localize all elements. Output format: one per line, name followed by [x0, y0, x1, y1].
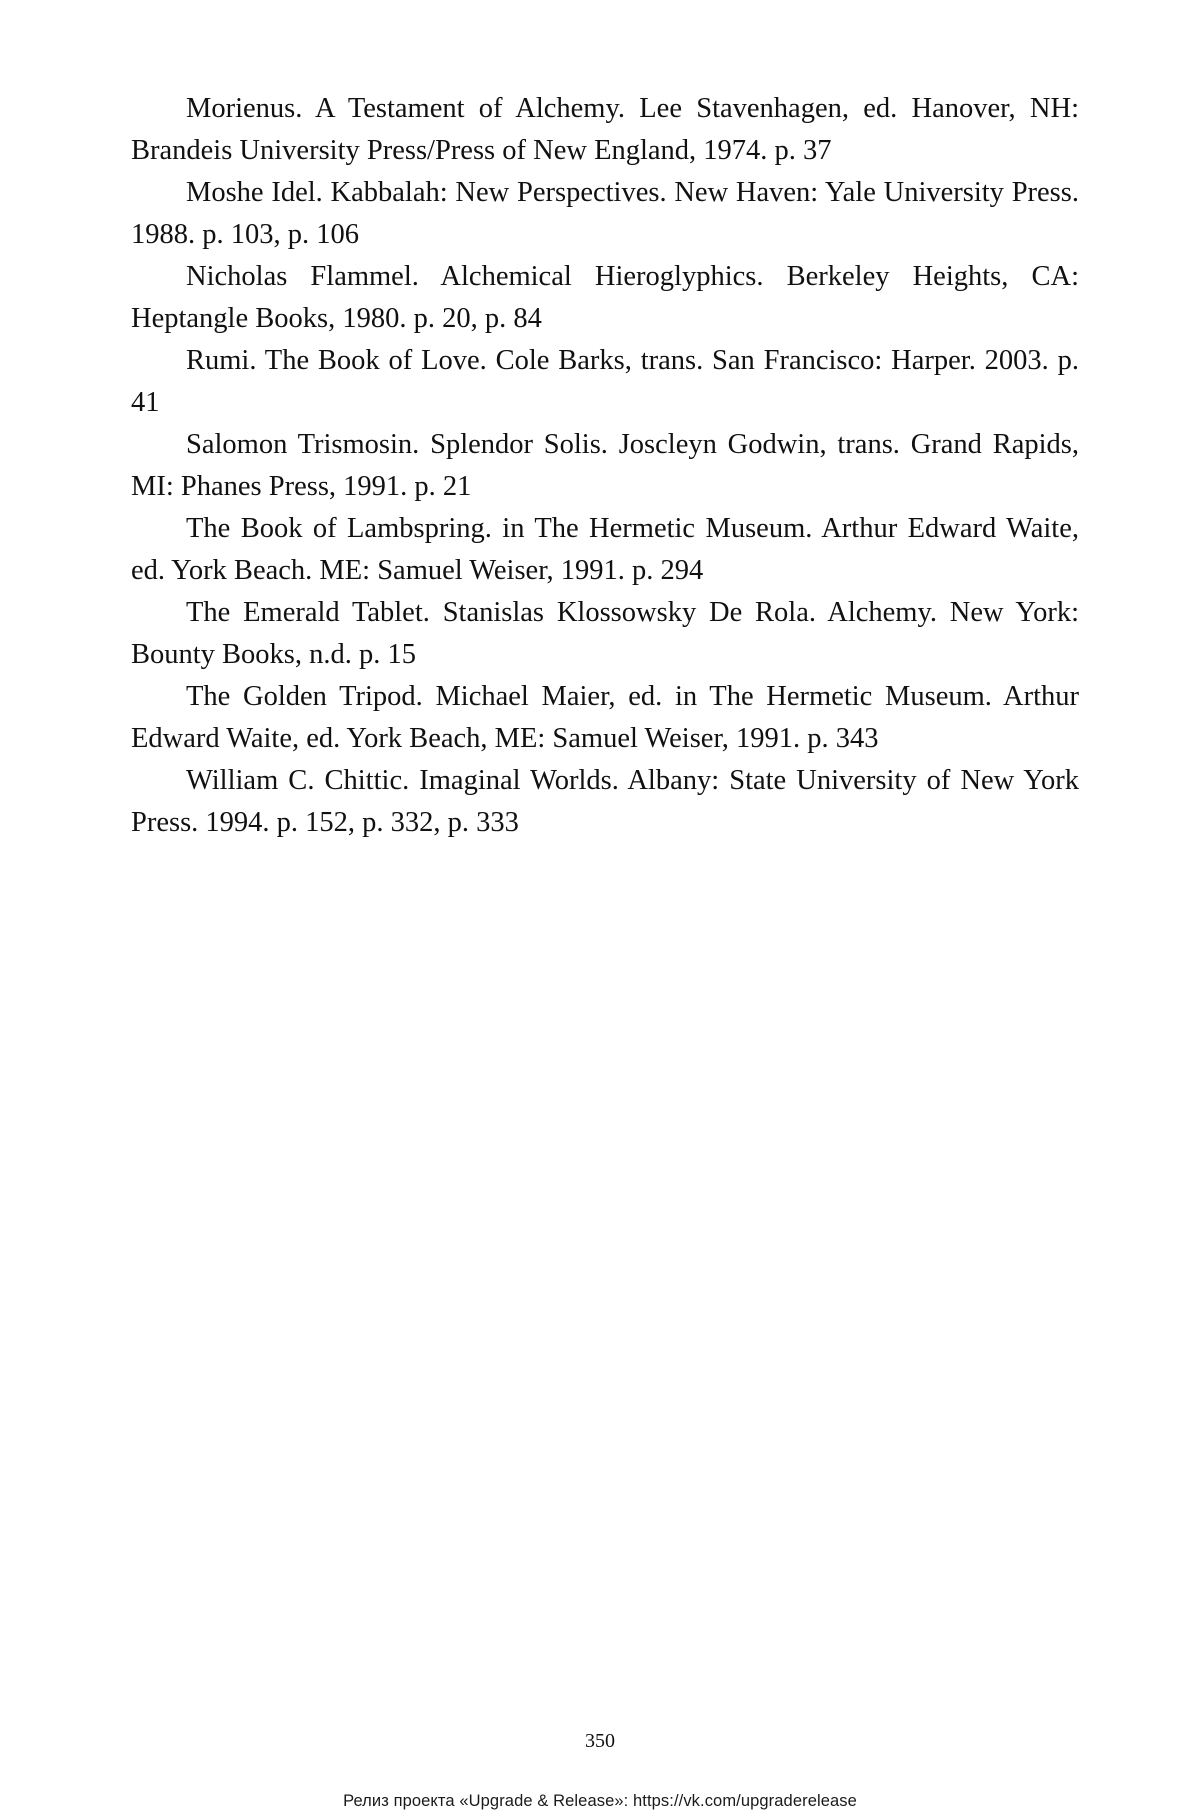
- bibliography-entry: Moshe Idel. Kabbalah: New Perspectives. New Haven: Yale University Press. 1988. p. 103, p. 106: [131, 177, 1079, 250]
- bibliography-entry: Salomon Trismosin. Splendor Solis. Joscleyn Godwin, trans. Grand Rapids, MI: Phanes Press, 1991. p. 21: [131, 429, 1079, 502]
- bibliography-list: [131, 88, 1079, 844]
- bibliography-entry: The Emerald Tablet. Stanislas Klossowsky De Rola. Alchemy. New York: Bounty Books, n.d. p. 15: [131, 597, 1079, 670]
- release-credit: Релиз проекта «Upgrade & Release»: https://vk.com/upgraderelease: [343, 1792, 857, 1810]
- bibliography-entry: Morienus. A Testament of Alchemy. Lee Stavenhagen, ed. Hanover, NH: Brandeis University Press/Press of New England, 1974. p. 37: [131, 93, 1079, 166]
- bibliography-entry: Nicholas Flammel. Alchemical Hieroglyphics. Berkeley Heights, CA: Heptangle Books, 1980. p. 20, p. 84: [131, 261, 1079, 334]
- page-number: 350: [585, 1730, 615, 1752]
- bibliography-entry: William C. Chittic. Imaginal Worlds. Albany: State University of New York Press. 1994. p. 152, p. 332, p. 333: [131, 765, 1079, 838]
- bibliography-entry: The Book of Lambspring. in The Hermetic Museum. Arthur Edward Waite, ed. York Beach. ME: Samuel Weiser, 1991. p. 294: [131, 513, 1079, 586]
- bibliography-entry: Rumi. The Book of Love. Cole Barks, trans. San Francisco: Harper. 2003. p. 41: [131, 345, 1079, 418]
- bibliography-entry: The Golden Tripod. Michael Maier, ed. in The Hermetic Museum. Arthur Edward Waite, ed. York Beach, ME: Samuel Weiser, 1991. p. 343: [131, 681, 1079, 754]
